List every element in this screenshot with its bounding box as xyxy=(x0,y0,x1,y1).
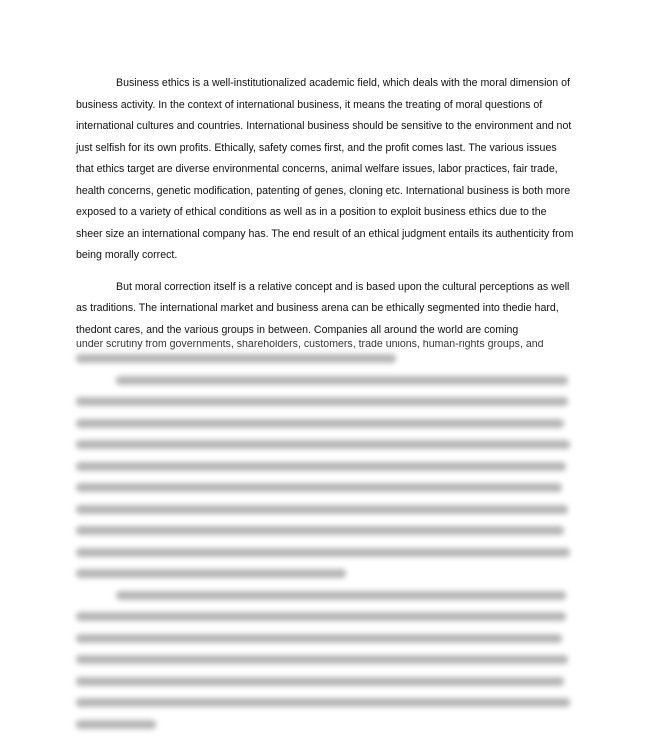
partial-line-text: under scrutiny from governments, shareholders, customers, trade unions, human-rights groups, and xyxy=(76,340,544,350)
partially-visible-line xyxy=(76,340,574,354)
paragraph-2: But moral correction itself is a relative concept and is based upon the cultural perceptions as well as traditions. The international market and business arena can be ethically segmented into thedie hard, thedont cares, and the various groups in between. Companies all around the world are coming xyxy=(76,280,570,336)
paragraph-1: Business ethics is a well-institutionalized academic field, which deals with the moral dimension of business activity. In the context of international business, it means the treating of moral questions of international cultures and countries. International business should be sensitive to the environment and not just selfish for its own profits. Ethically, safety comes first, and the profit comes last. The various issues that ethics target are diverse environmental concerns, animal welfare issues, labor practices, fair trade, health concerns, genetic modification, patenting of genes, cloning etc. International business is both more exposed to a variety of ethical conditions as well as in a position to exploit business ethics due to the sheer size an international company has. The end result of an ethical judgment entails its authenticity from being morally correct. xyxy=(76,77,574,261)
document-body xyxy=(76,73,574,351)
blurred-paragraph xyxy=(76,354,574,363)
blurred-preview-region xyxy=(76,354,574,741)
blurred-paragraph xyxy=(76,591,574,729)
blurred-paragraph xyxy=(76,376,574,579)
